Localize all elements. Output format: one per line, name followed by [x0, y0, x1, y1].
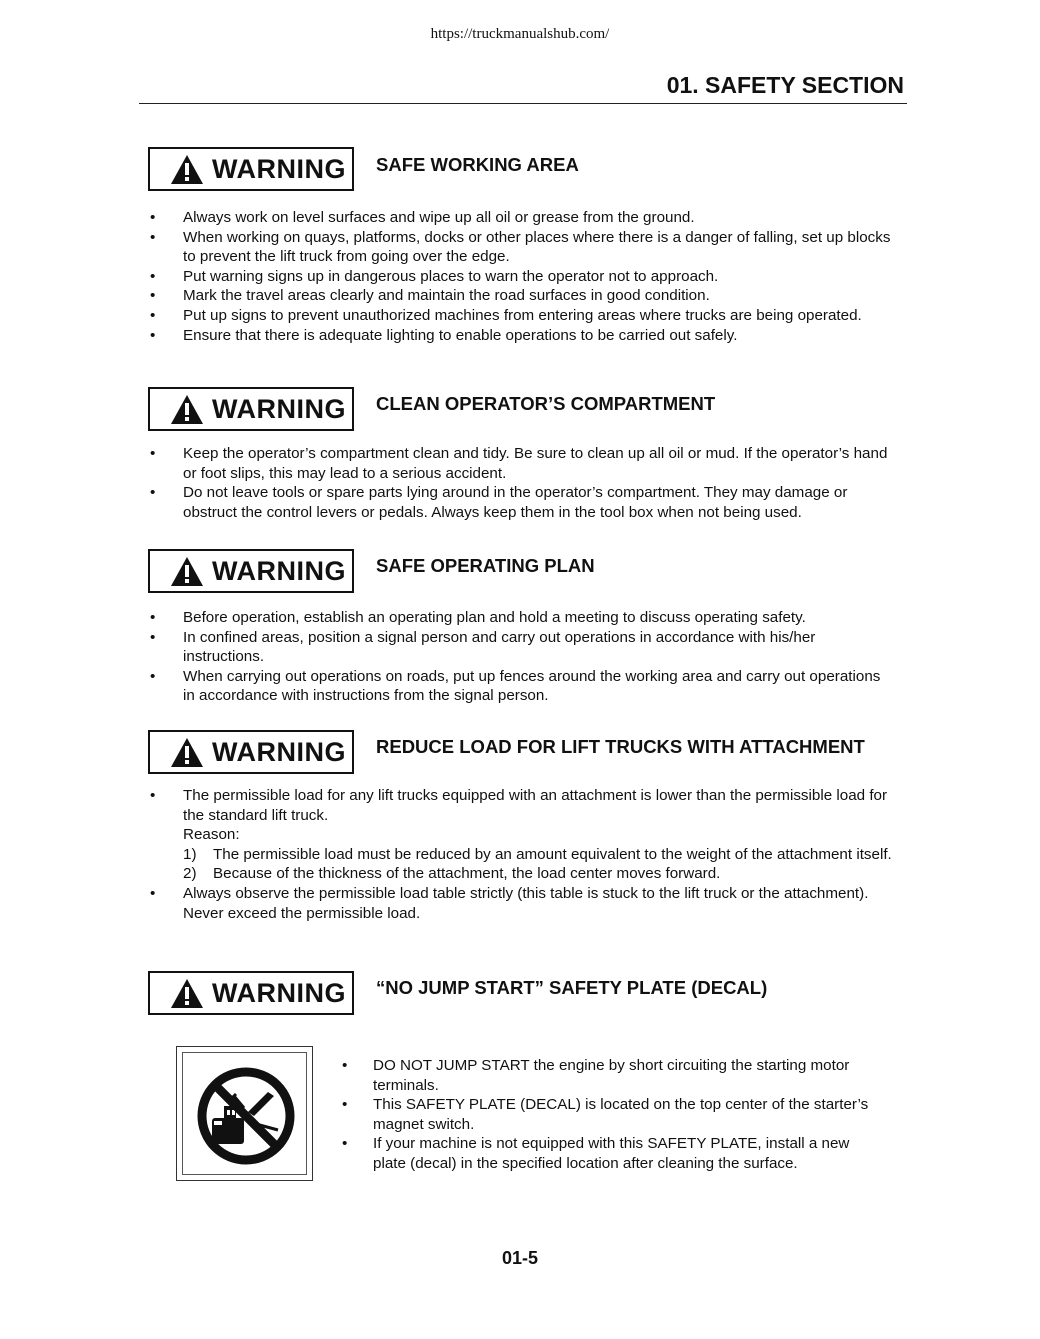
section-heading: SAFE OPERATING PLAN — [376, 555, 595, 576]
no-jump-start-decal — [176, 1046, 313, 1181]
warning-badge — [148, 730, 354, 774]
list-item: • Ensure that there is adequate lighting to enable operations to be carried out safely. — [150, 326, 895, 346]
list-item: • DO NOT JUMP START the engine by short circuiting the starting motor terminals. — [342, 1056, 882, 1095]
list-item-text: • The permissible load for any lift trucks equipped with an attachment is lower than the permissible load for the standard lift truck. — [183, 787, 888, 824]
list-item: • Always observe the permissible load table strictly (this table is stuck to the lift truck or the attachment). Never exceed the permissible load. — [150, 884, 895, 923]
warning-label: WARNING — [212, 153, 346, 184]
list-item: • This SAFETY PLATE (DECAL) is located on the top center of the starter’s magnet switch. — [342, 1095, 882, 1134]
list-item: • Put warning signs up in dangerous places to warn the operator not to approach. — [150, 267, 895, 287]
list-item: • Mark the travel areas clearly and maintain the road surfaces in good condition. — [150, 286, 895, 306]
bullet-list — [150, 608, 895, 706]
list-item: • Put up signs to prevent unauthorized machines from entering areas where trucks are being operated. — [150, 306, 895, 326]
bullet-list — [150, 444, 895, 522]
reason-number: 2) — [183, 865, 197, 883]
section-heading: “NO JUMP START” SAFETY PLATE (DECAL) — [376, 977, 768, 998]
warning-triangle-icon — [170, 556, 204, 587]
section-heading: CLEAN OPERATOR’S COMPARTMENT — [376, 393, 716, 414]
warning-label: WARNING — [212, 977, 346, 1008]
source-url: https://truckmanualshub.com/ — [430, 26, 610, 42]
warning-badge — [148, 971, 354, 1015]
warning-badge — [148, 147, 354, 191]
warning-triangle-icon — [170, 737, 204, 768]
warning-triangle-icon — [170, 978, 204, 1009]
page-number: 01-5 — [501, 1248, 539, 1268]
reason-text: The permissible load must be reduced by an amount equivalent to the weight of the attachment itself. — [213, 845, 892, 863]
list-item — [150, 786, 895, 884]
reason-label: Reason: — [183, 826, 240, 844]
warning-label: WARNING — [212, 555, 346, 586]
warning-label: WARNING — [212, 736, 346, 767]
list-item: • Keep the operator’s compartment clean and tidy. Be sure to clean up all oil or mud. If the operator’s hand or foot slips, this may lead to a serious accident. — [150, 444, 895, 483]
reason-number: 1) — [183, 845, 197, 863]
list-item: • Always work on level surfaces and wipe up all oil or grease from the ground. — [150, 208, 895, 228]
section-heading: SAFE WORKING AREA — [376, 154, 579, 175]
section-heading: REDUCE LOAD FOR LIFT TRUCKS WITH ATTACHMENT — [376, 736, 865, 757]
reason-item — [183, 845, 895, 865]
warning-triangle-icon — [170, 394, 204, 425]
warning-badge — [148, 387, 354, 431]
list-item: • In confined areas, position a signal person and carry out operations in accordance with his/her instructions. — [150, 628, 895, 667]
list-item: • If your machine is not equipped with this SAFETY PLATE, install a new plate (decal) in the specified location after cleaning the surface. — [342, 1134, 882, 1173]
warning-triangle-icon — [170, 154, 204, 185]
list-item: • Before operation, establish an operating plan and hold a meeting to discuss operating safety. — [150, 608, 895, 628]
bullet-list — [150, 786, 895, 923]
list-item: • When working on quays, platforms, docks or other places where there is a danger of falling, set up blocks to prevent the lift truck from going over the edge. — [150, 228, 895, 267]
reason-item — [183, 864, 895, 884]
warning-badge — [148, 549, 354, 593]
reason-list — [183, 845, 895, 884]
section-title: 01. SAFETY SECTION — [666, 72, 904, 98]
list-item: • Do not leave tools or spare parts lying around in the operator’s compartment. They may damage or obstruct the control levers or pedals. Always keep them in the tool box when not being used. — [150, 483, 895, 522]
decal-border — [182, 1052, 307, 1175]
bullet-list — [150, 208, 895, 345]
warning-label: WARNING — [212, 393, 346, 424]
bullet-list — [342, 1056, 882, 1174]
list-item: • When carrying out operations on roads, put up fences around the working area and carry out operations in accordance with instructions from the signal person. — [150, 667, 895, 706]
header-rule — [139, 103, 907, 104]
no-jump-start-icon — [196, 1066, 296, 1166]
reason-text: Because of the thickness of the attachment, the load center moves forward. — [213, 865, 721, 883]
